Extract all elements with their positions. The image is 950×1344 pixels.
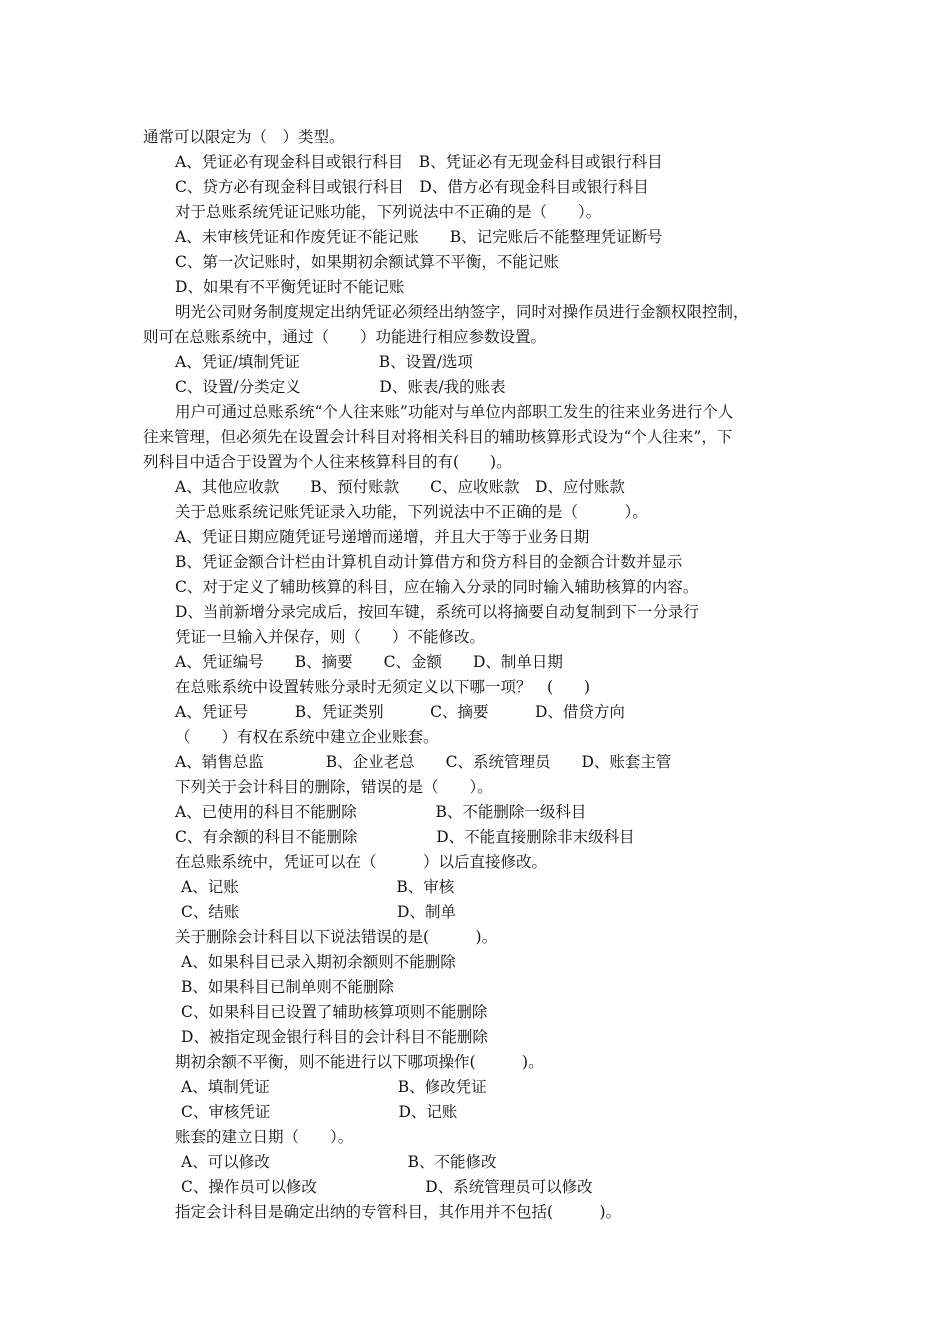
option-line: D、如果有不平衡凭证时不能记账 — [175, 278, 405, 296]
option-line: B、凭证金额合计栏由计算机自动计算借方和贷方科目的金额合计数并显示 — [175, 553, 683, 571]
question-line: （ ）有权在系统中建立企业账套。 — [175, 728, 439, 746]
option-line: C、审核凭证 D、记账 — [181, 1103, 458, 1121]
option-line: B、如果科目已制单则不能删除 — [181, 978, 394, 996]
option-line: C、结账 D、制单 — [181, 903, 456, 921]
option-line: A、记账 B、审核 — [181, 878, 455, 896]
question-line: 明光公司财务制度规定出纳凭证必须经出纳签字，同时对操作员进行金额权限控制， — [175, 303, 749, 321]
question-line: 在总账系统中，凭证可以在（ ）以后直接修改。 — [175, 853, 548, 871]
option-line: A、填制凭证 B、修改凭证 — [181, 1078, 487, 1096]
question-line: 账套的建立日期（ ）。 — [175, 1128, 354, 1146]
question-line: 期初余额不平衡，则不能进行以下哪项操作( )。 — [175, 1053, 544, 1071]
option-line: A、销售总监 B、企业老总 C、系统管理员 D、账套主管 — [175, 753, 672, 771]
option-line: A、凭证/填制凭证 B、设置/选项 — [175, 353, 473, 371]
option-line: A、凭证编号 B、摘要 C、金额 D、制单日期 — [175, 653, 563, 671]
question-line: 列科目中适合于设置为个人往来核算科目的有( )。 — [143, 453, 512, 471]
option-line: C、第一次记账时，如果期初余额试算不平衡，不能记账 — [175, 253, 559, 271]
question-line: 往来管理，但必须先在设置会计科目对将相关科目的辅助核算形式设为“个人往来”，下 — [143, 428, 733, 446]
question-line: 关于总账系统记账凭证录入功能，下列说法中不正确的是（ ）。 — [175, 503, 648, 521]
question-line: 对于总账系统凭证记账功能，下列说法中不正确的是（ ）。 — [175, 203, 602, 221]
question-line: 指定会计科目是确定出纳的专管科目，其作用并不包括( )。 — [175, 1203, 622, 1221]
option-line: C、对于定义了辅助核算的科目，应在输入分录的同时输入辅助核算的内容。 — [175, 578, 699, 596]
option-line: A、已使用的科目不能删除 B、不能删除一级科目 — [175, 803, 587, 821]
option-line: C、设置/分类定义 D、账表/我的账表 — [175, 378, 506, 396]
option-line: A、可以修改 B、不能修改 — [181, 1153, 497, 1171]
option-line: A、凭证日期应随凭证号递增而递增，并且大于等于业务日期 — [175, 528, 590, 546]
option-line: D、当前新增分录完成后，按回车键，系统可以将摘要自动复制到下一分录行 — [175, 603, 699, 621]
option-line: A、凭证必有现金科目或银行科目 B、凭证必有无现金科目或银行科目 — [175, 153, 663, 171]
option-line: A、未审核凭证和作废凭证不能记账 B、记完账后不能整理凭证断号 — [175, 228, 663, 246]
text-line: 通常可以限定为（ ）类型。 — [143, 128, 345, 146]
option-line: C、贷方必有现金科目或银行科目 D、借方必有现金科目或银行科目 — [175, 178, 649, 196]
question-line: 则可在总账系统中，通过（ ）功能进行相应参数设置。 — [143, 328, 547, 346]
question-line: 用户可通过总账系统“个人往来账”功能对与单位内部职工发生的往来业务进行个人 — [175, 403, 734, 421]
option-line: A、凭证号 B、凭证类别 C、摘要 D、借贷方向 — [175, 703, 625, 721]
option-line: D、被指定现金银行科目的会计科目不能删除 — [181, 1028, 488, 1046]
option-line: C、有余额的科目不能删除 D、不能直接删除非末级科目 — [175, 828, 635, 846]
option-line: C、如果科目已设置了辅助核算项则不能删除 — [181, 1003, 488, 1021]
option-line: A、其他应收款 B、预付账款 C、应收账款 D、应付账款 — [175, 478, 625, 496]
question-line: 下列关于会计科目的删除，错误的是（ ）。 — [175, 778, 493, 796]
question-line: 在总账系统中设置转账分录时无须定义以下哪一项？ ( ) — [175, 678, 591, 696]
option-line: A、如果科目已录入期初余额则不能删除 — [181, 953, 456, 971]
question-line: 关于删除会计科目以下说法错误的是( )。 — [175, 928, 498, 946]
question-line: 凭证一旦输入并保存，则（ ）不能修改。 — [175, 628, 486, 646]
option-line: C、操作员可以修改 D、系统管理员可以修改 — [181, 1178, 593, 1196]
